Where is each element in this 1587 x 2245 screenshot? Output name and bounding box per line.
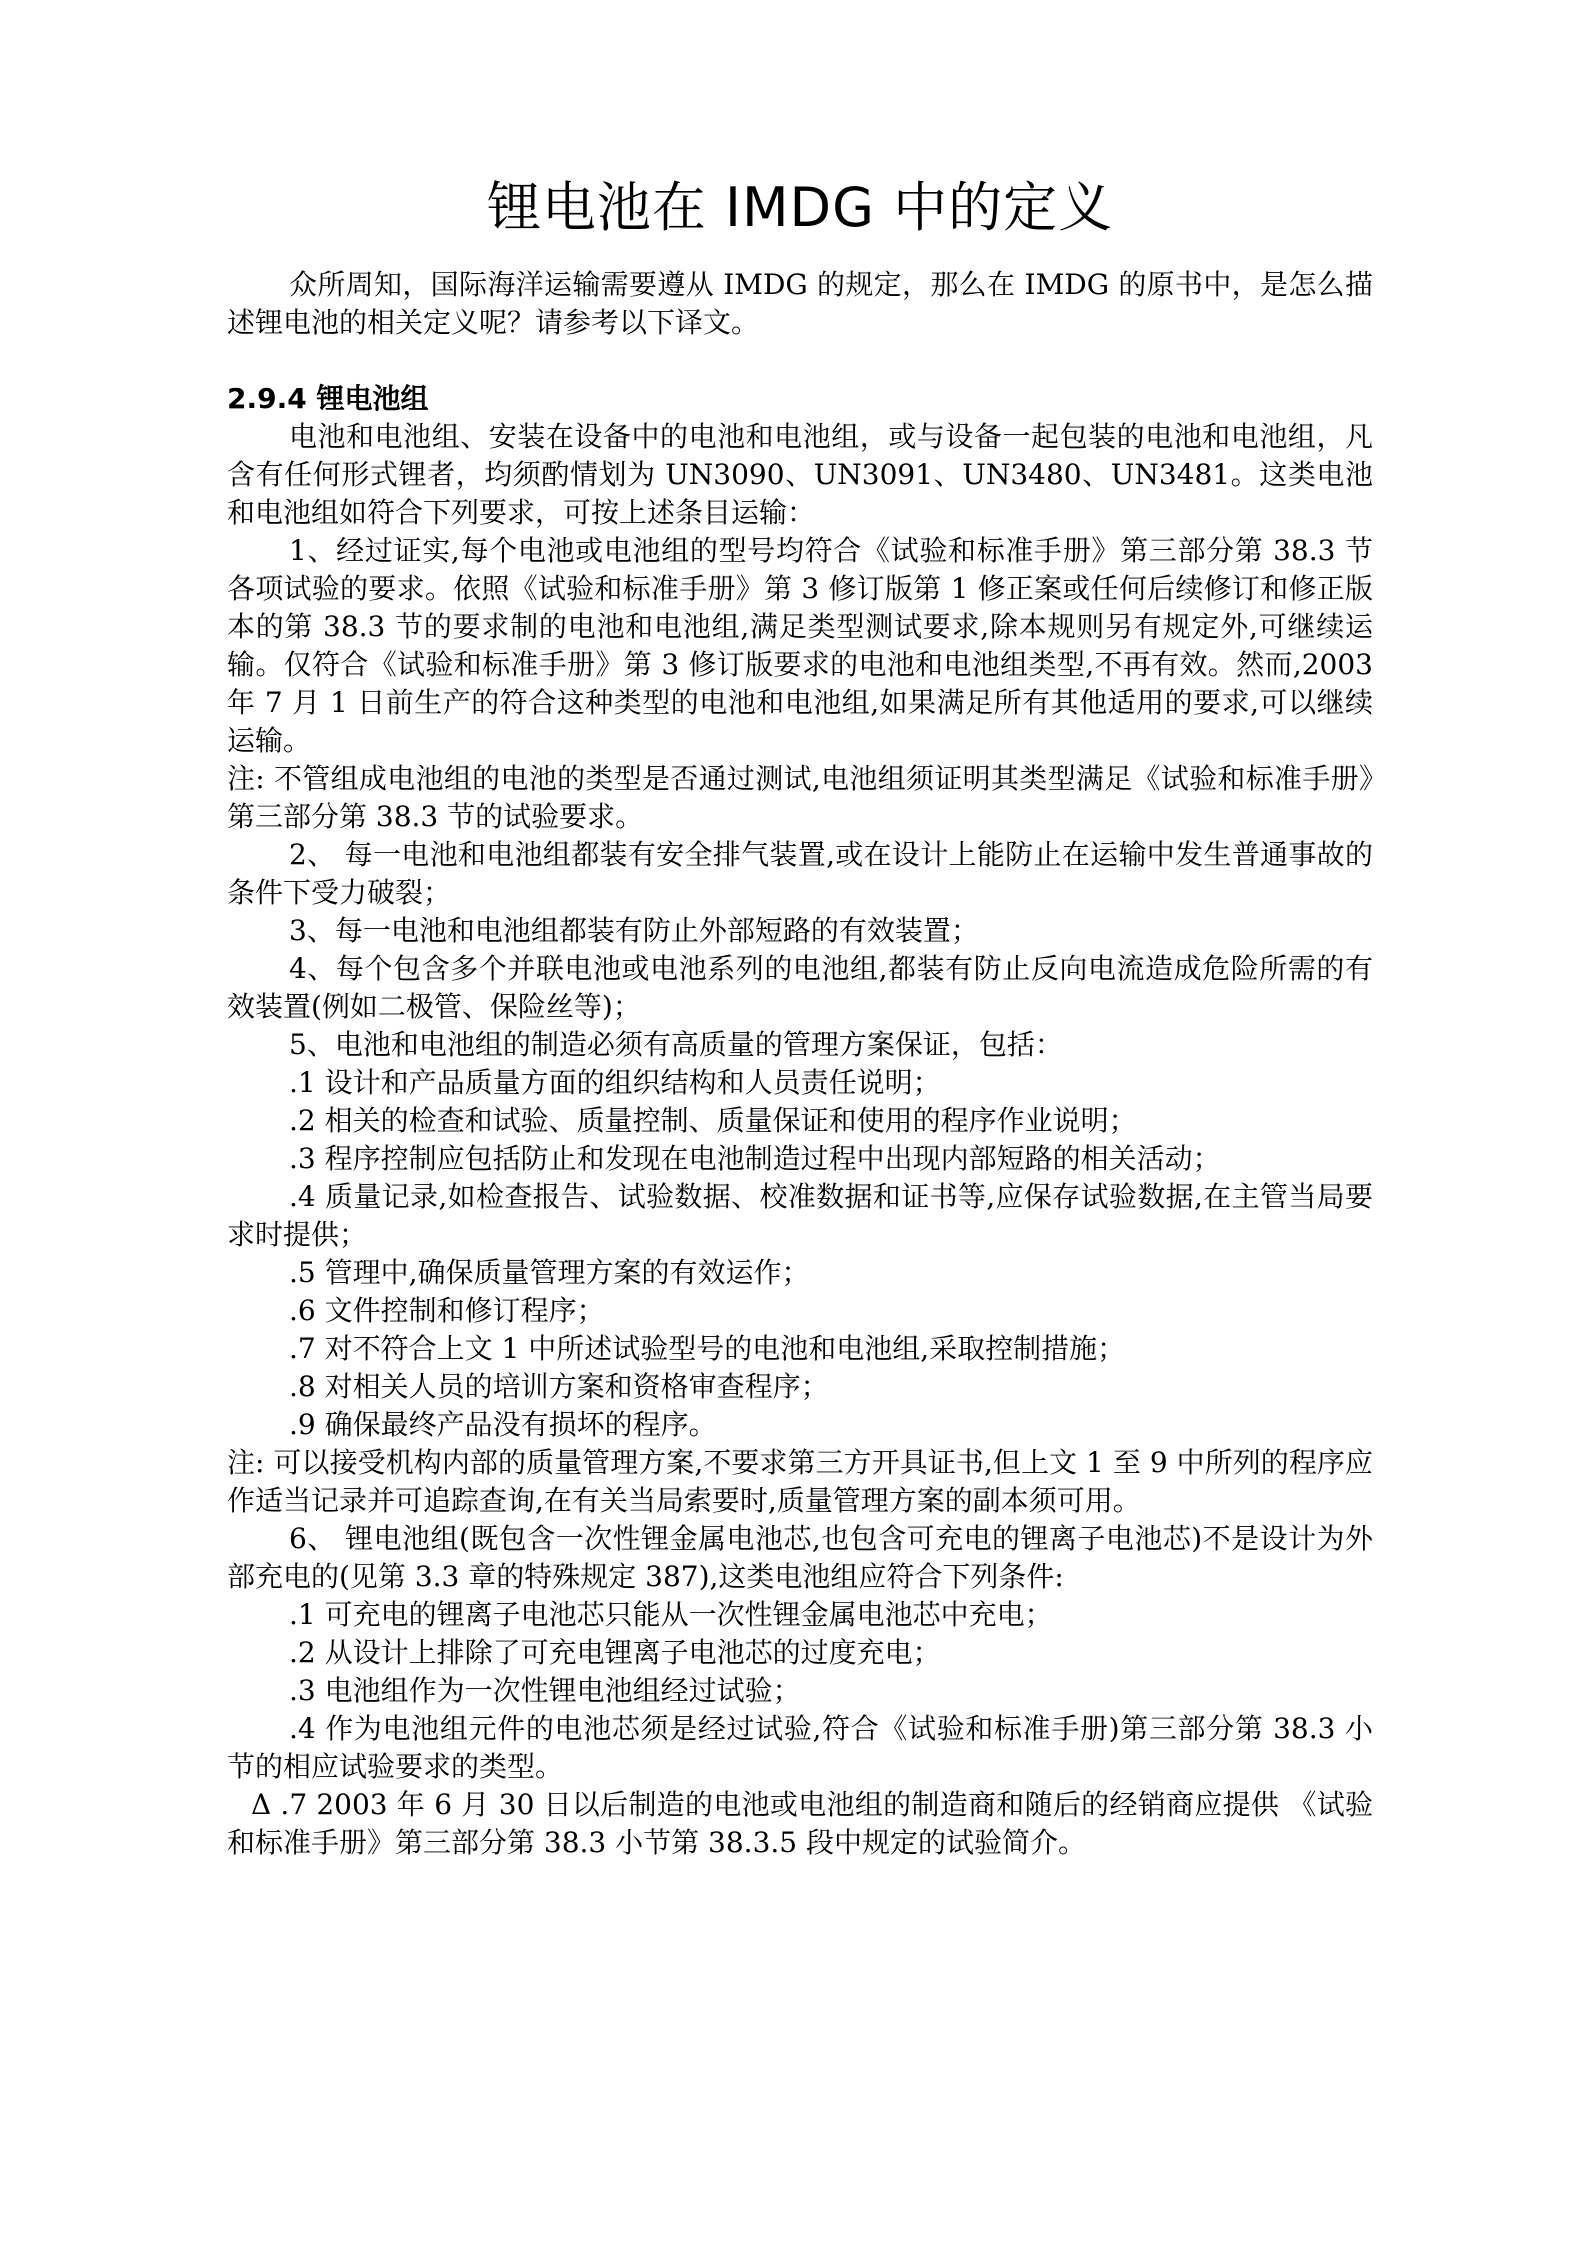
document-page bbox=[227, 170, 1373, 1862]
item-5-sub-9: .9 确保最终产品没有损坏的程序。 bbox=[289, 1408, 717, 1441]
item-5-sub-5: .5 管理中,确保质量管理方案的有效运作； bbox=[289, 1256, 810, 1289]
item-5: 5、电池和电池组的制造必须有高质量的管理方案保证，包括： bbox=[289, 1028, 1063, 1061]
item-5-sub-6: .6 文件控制和修订程序； bbox=[289, 1294, 605, 1327]
spacer bbox=[227, 342, 1373, 380]
note-1: 注: 不管组成电池组的电池的类型是否通过测试,电池组须证明其类型满足《试验和标准手册》第三部分第 38.3 节的试验要求。 bbox=[227, 762, 1373, 833]
item-6-sub-3: .3 电池组作为一次性锂电池组经过试验； bbox=[289, 1674, 801, 1707]
item-4: 4、每个包含多个并联电池或电池系列的电池组,都装有防止反向电流造成危险所需的有效装置(例如二极管、保险丝等)； bbox=[227, 952, 1373, 1023]
lead-paragraph: 电池和电池组、安装在设备中的电池和电池组，或与设备一起包装的电池和电池组，凡含有任何形式锂者，均须酌情划为 UN3090、UN3091、UN3480、UN3481。这类电池和电池组如符合下列要求，可按上述条目运输： bbox=[227, 420, 1373, 529]
intro-paragraph: 众所周知，国际海洋运输需要遵从 IMDG 的规定，那么在 IMDG 的原书中，是怎么描述锂电池的相关定义呢？请参考以下译文。 bbox=[227, 268, 1373, 339]
note-2: 注: 可以接受机构内部的质量管理方案,不要求第三方开具证书,但上文 1 至 9 中所列的程序应作适当记录并可追踪查询,在有关当局索要时,质量管理方案的副本须可用。 bbox=[227, 1446, 1373, 1517]
item-6-sub-1: .1 可充电的锂离子电池芯只能从一次性锂金属电池芯中充电； bbox=[289, 1598, 1053, 1631]
item-6-sub-2: .2 从设计上排除了可充电锂离子电池芯的过度充电； bbox=[289, 1636, 941, 1669]
item-3: 3、每一电池和电池组都装有防止外部短路的有效装置； bbox=[289, 914, 979, 947]
item-1: 1、经过证实,每个电池或电池组的型号均符合《试验和标准手册》第三部分第 38.3 节各项试验的要求。依照《试验和标准手册》第 3 修订版第 1 修正案或任何后续修订和修正版本的第 38.3 节的要求制的电池和电池组,满足类型测试要求,除本规则另有规定外,可继续运输。仅符合《试验和标准手册》第 3 修订版要求的电池和电池组类型,不再有效。然而,2003 年 7 月 1 日前生产的符合这种类型的电池和电池组,如果满足所有其他适用的要求,可以继续运输。 bbox=[227, 534, 1373, 757]
item-5-sub-3: .3 程序控制应包括防止和发现在电池制造过程中出现内部短路的相关活动； bbox=[289, 1142, 1221, 1175]
item-5-sub-2: .2 相关的检查和试验、质量控制、质量保证和使用的程序作业说明； bbox=[289, 1104, 1137, 1137]
delta-paragraph: Δ .7 2003 年 6 月 30 日以后制造的电池或电池组的制造商和随后的经销商应提供 《试验和标准手册》第三部分第 38.3 小节第 38.3.5 段中规定的试验简介。 bbox=[227, 1788, 1373, 1859]
item-6: 6、 锂电池组(既包含一次性锂金属电池芯,也包含可充电的锂离子电池芯)不是设计为外部充电的(见第 3.3 章的特殊规定 387),这类电池组应符合下列条件: bbox=[227, 1522, 1373, 1593]
item-6-sub-4: .4 作为电池组元件的电池芯须是经过试验,符合《试验和标准手册)第三部分第 38.3 小节的相应试验要求的类型。 bbox=[227, 1712, 1373, 1783]
document-title: 锂电池在 IMDG 中的定义 bbox=[486, 176, 1114, 239]
item-2: 2、 每一电池和电池组都装有安全排气装置,或在设计上能防止在运输中发生普通事故的条件下受力破裂； bbox=[227, 838, 1373, 909]
section-heading: 2.9.4 锂电池组 bbox=[227, 382, 429, 415]
item-5-sub-8: .8 对相关人员的培训方案和资格审查程序； bbox=[289, 1370, 829, 1403]
item-5-sub-1: .1 设计和产品质量方面的组织结构和人员责任说明； bbox=[289, 1066, 941, 1099]
item-5-sub-4: .4 质量记录,如检查报告、试验数据、校准数据和证书等,应保存试验数据,在主管当局要求时提供； bbox=[227, 1180, 1373, 1251]
item-5-sub-7: .7 对不符合上文 1 中所述试验型号的电池和电池组,采取控制措施； bbox=[289, 1332, 1126, 1365]
